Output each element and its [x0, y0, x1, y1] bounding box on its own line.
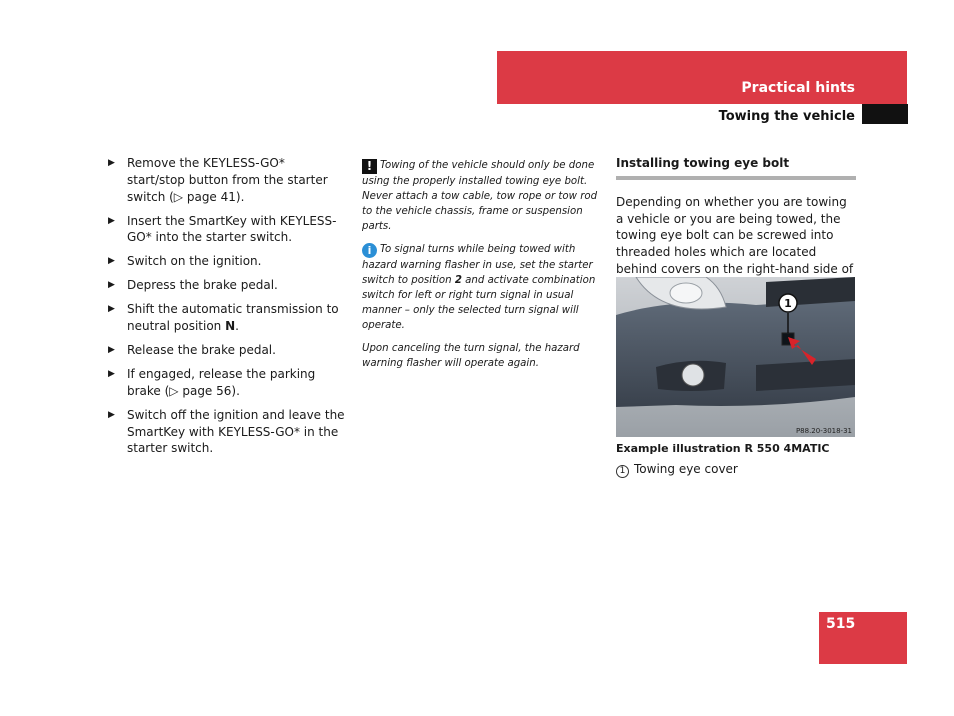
page-number: 515 — [826, 616, 856, 632]
subsection-title: Towing the vehicle — [718, 109, 855, 124]
towing-steps — [108, 155, 346, 464]
fog-lamp — [682, 364, 704, 386]
callout-number: 1 — [784, 297, 792, 310]
install-body: Depending on whether you are towing a vehicle or you are being towed, the towing eye bolt can be screwed into threaded holes which are located behind covers on the right-hand side of — [616, 194, 854, 276]
chapter-tab — [862, 104, 908, 124]
triangle-right-icon: ▶ — [108, 304, 115, 315]
header-bar — [497, 51, 907, 104]
section-title: Practical hints — [741, 80, 855, 96]
triangle-right-icon: ▶ — [108, 409, 115, 420]
triangle-right-icon: ▶ — [108, 280, 115, 291]
bumper-illustration — [616, 277, 855, 437]
figure-caption: Example illustration R 550 4MATIC — [616, 442, 830, 455]
step-item: ▶ Insert the SmartKey with KEYLESS-GO* into the starter switch. — [108, 213, 337, 245]
figure-legend — [616, 462, 738, 478]
warning-note: ! Towing of the vehicle should only be done using the properly installed towing eye bolt. Never attach a tow cable, tow rope or tow rod to the vehicle chassis, frame or suspension parts. — [362, 159, 598, 232]
notes-column — [362, 158, 606, 379]
triangle-right-icon: ▶ — [108, 345, 115, 356]
install-heading: Installing towing eye bolt — [616, 155, 856, 180]
triangle-right-icon: ▶ — [108, 256, 115, 267]
step-item: ▶ If engaged, release the parking brake (▷ page 56). — [108, 367, 316, 398]
cancel-note: Upon canceling the turn signal, the hazard warning flasher will operate again. — [362, 343, 580, 369]
step-item: ▶ Remove the KEYLESS-GO* start/stop button from the starter switch (▷ page 41). — [108, 156, 328, 204]
bumper-shape — [616, 299, 855, 407]
figure-code: P88.20-3018-31 — [795, 427, 852, 435]
step-item: ▶ Switch on the ignition. — [108, 254, 262, 269]
step-item: ▶ Release the brake pedal. — [108, 343, 276, 358]
legend-number: 1 — [616, 465, 629, 478]
triangle-right-icon: ▶ — [108, 369, 115, 380]
step-item: ▶ Switch off the ignition and leave the SmartKey with KEYLESS-GO* in the starter switch. — [108, 407, 345, 456]
info-icon: i — [362, 243, 377, 258]
warning-icon: ! — [362, 159, 377, 174]
headlight-lens — [670, 283, 702, 303]
step-item: ▶ Shift the automatic transmission to neutral position N. — [108, 302, 339, 334]
info-note: i To signal turns while being towed with hazard warning flasher in use, set the starter switch to position 2 and activate combination switch for left or right turn signal in usual manner – only the selected turn signal will operate. — [362, 244, 596, 331]
step-item: ▶ Depress the brake pedal. — [108, 278, 278, 293]
legend-text: Towing eye cover — [634, 462, 738, 476]
triangle-right-icon: ▶ — [108, 158, 115, 168]
triangle-right-icon: ▶ — [108, 215, 115, 226]
